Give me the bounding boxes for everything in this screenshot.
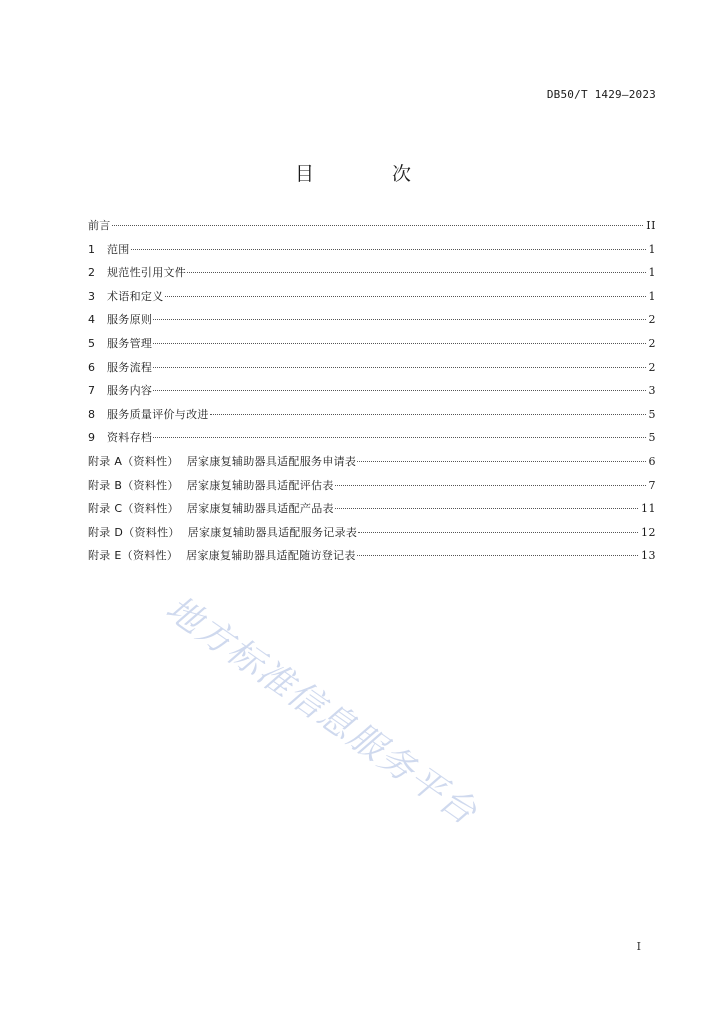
toc-entry-4[interactable] (88, 312, 656, 336)
toc-entry-label: 服务管理 (107, 336, 153, 350)
toc-leader-dots (153, 367, 645, 368)
toc-leader-dots (165, 296, 646, 297)
toc-entry-5[interactable] (88, 336, 656, 360)
toc-entry-2[interactable] (88, 265, 656, 289)
toc-entry-9[interactable] (88, 430, 656, 454)
table-of-contents (88, 218, 656, 572)
toc-page-number: II (646, 219, 656, 232)
toc-leader-dots (131, 249, 646, 250)
toc-title: 目 次 (294, 163, 448, 185)
toc-annex-title: 居家康复辅助器具适配评估表 (186, 478, 334, 492)
toc-section-number: 4 (88, 313, 95, 327)
toc-entry-label: 服务原则 (107, 313, 153, 327)
document-number: DB50/T 1429—2023 (546, 88, 656, 101)
toc-annex-title: 居家康复辅助器具适配服务记录表 (187, 525, 358, 539)
toc-annex-title: 居家康复辅助器具适配产品表 (186, 502, 334, 516)
toc-entry-annex-c[interactable] (88, 501, 656, 525)
toc-section-number: 2 (88, 266, 95, 280)
toc-annex-label: 附录 A（资料性） (88, 454, 179, 468)
toc-section-number: 5 (88, 336, 95, 350)
toc-annex-label: 附录 D（资料性） (88, 525, 180, 539)
toc-entry-1[interactable] (88, 242, 656, 266)
toc-page-number: 5 (648, 407, 656, 421)
toc-leader-dots (335, 508, 638, 509)
toc-page-number: 7 (648, 478, 656, 492)
toc-entry-3[interactable] (88, 289, 656, 313)
toc-section-number: 7 (88, 384, 95, 398)
toc-page-number: 1 (648, 289, 656, 303)
toc-entry-label: 服务内容 (107, 384, 153, 398)
toc-leader-dots (153, 390, 645, 391)
toc-page-number: 12 (641, 525, 656, 539)
toc-section-number: 9 (88, 431, 95, 445)
toc-entry-annex-e[interactable] (88, 548, 656, 572)
toc-page-number: 1 (648, 266, 656, 280)
toc-leader-dots (357, 555, 638, 556)
page-number-footer: I (636, 940, 641, 953)
toc-page-number: 11 (641, 502, 656, 516)
toc-page-number: 3 (648, 384, 656, 398)
toc-page-number: 1 (648, 242, 656, 256)
toc-section-number: 1 (88, 242, 95, 256)
toc-entry-label: 规范性引用文件 (107, 266, 187, 280)
toc-entry-label: 资料存档 (107, 431, 153, 445)
toc-entry-label: 范围 (107, 242, 130, 256)
toc-page-number: 2 (648, 360, 656, 374)
toc-leader-dots (153, 343, 645, 344)
toc-entry-6[interactable] (88, 360, 656, 384)
toc-annex-title: 居家康复辅助器具适配随访登记表 (186, 549, 356, 563)
toc-annex-label: 附录 B（资料性） (88, 478, 179, 492)
toc-leader-dots (187, 272, 645, 273)
toc-entry-annex-d[interactable] (88, 525, 656, 549)
toc-page-number: 5 (648, 431, 656, 445)
toc-leader-dots (358, 532, 638, 533)
toc-page-number: 13 (641, 549, 656, 563)
toc-leader-dots (357, 461, 645, 462)
toc-section-number: 6 (88, 360, 95, 374)
toc-leader-dots (335, 485, 646, 486)
toc-entry-label: 前言 (88, 219, 111, 232)
toc-entry-foreword[interactable] (88, 218, 656, 242)
watermark: 地方标准信息服务平台 (158, 588, 485, 834)
toc-annex-title: 居家康复辅助器具适配服务申请表 (186, 454, 357, 468)
toc-leader-dots (153, 319, 645, 320)
toc-entry-annex-a[interactable] (88, 454, 656, 478)
toc-leader-dots (210, 414, 646, 415)
toc-page-number: 6 (648, 454, 656, 468)
toc-leader-dots (112, 225, 644, 226)
toc-entry-8[interactable] (88, 407, 656, 431)
toc-entry-annex-b[interactable] (88, 478, 656, 502)
toc-page-number: 2 (648, 313, 656, 327)
toc-entry-7[interactable] (88, 383, 656, 407)
toc-leader-dots (153, 437, 645, 438)
toc-section-number: 3 (88, 289, 95, 303)
toc-page-number: 2 (648, 336, 656, 350)
toc-section-number: 8 (88, 407, 95, 421)
toc-annex-label: 附录 C（资料性） (88, 502, 179, 516)
toc-entry-label: 术语和定义 (107, 289, 164, 303)
toc-entry-label: 服务质量评价与改进 (107, 407, 209, 421)
toc-annex-label: 附录 E（资料性） (88, 549, 179, 563)
toc-entry-label: 服务流程 (107, 360, 153, 374)
